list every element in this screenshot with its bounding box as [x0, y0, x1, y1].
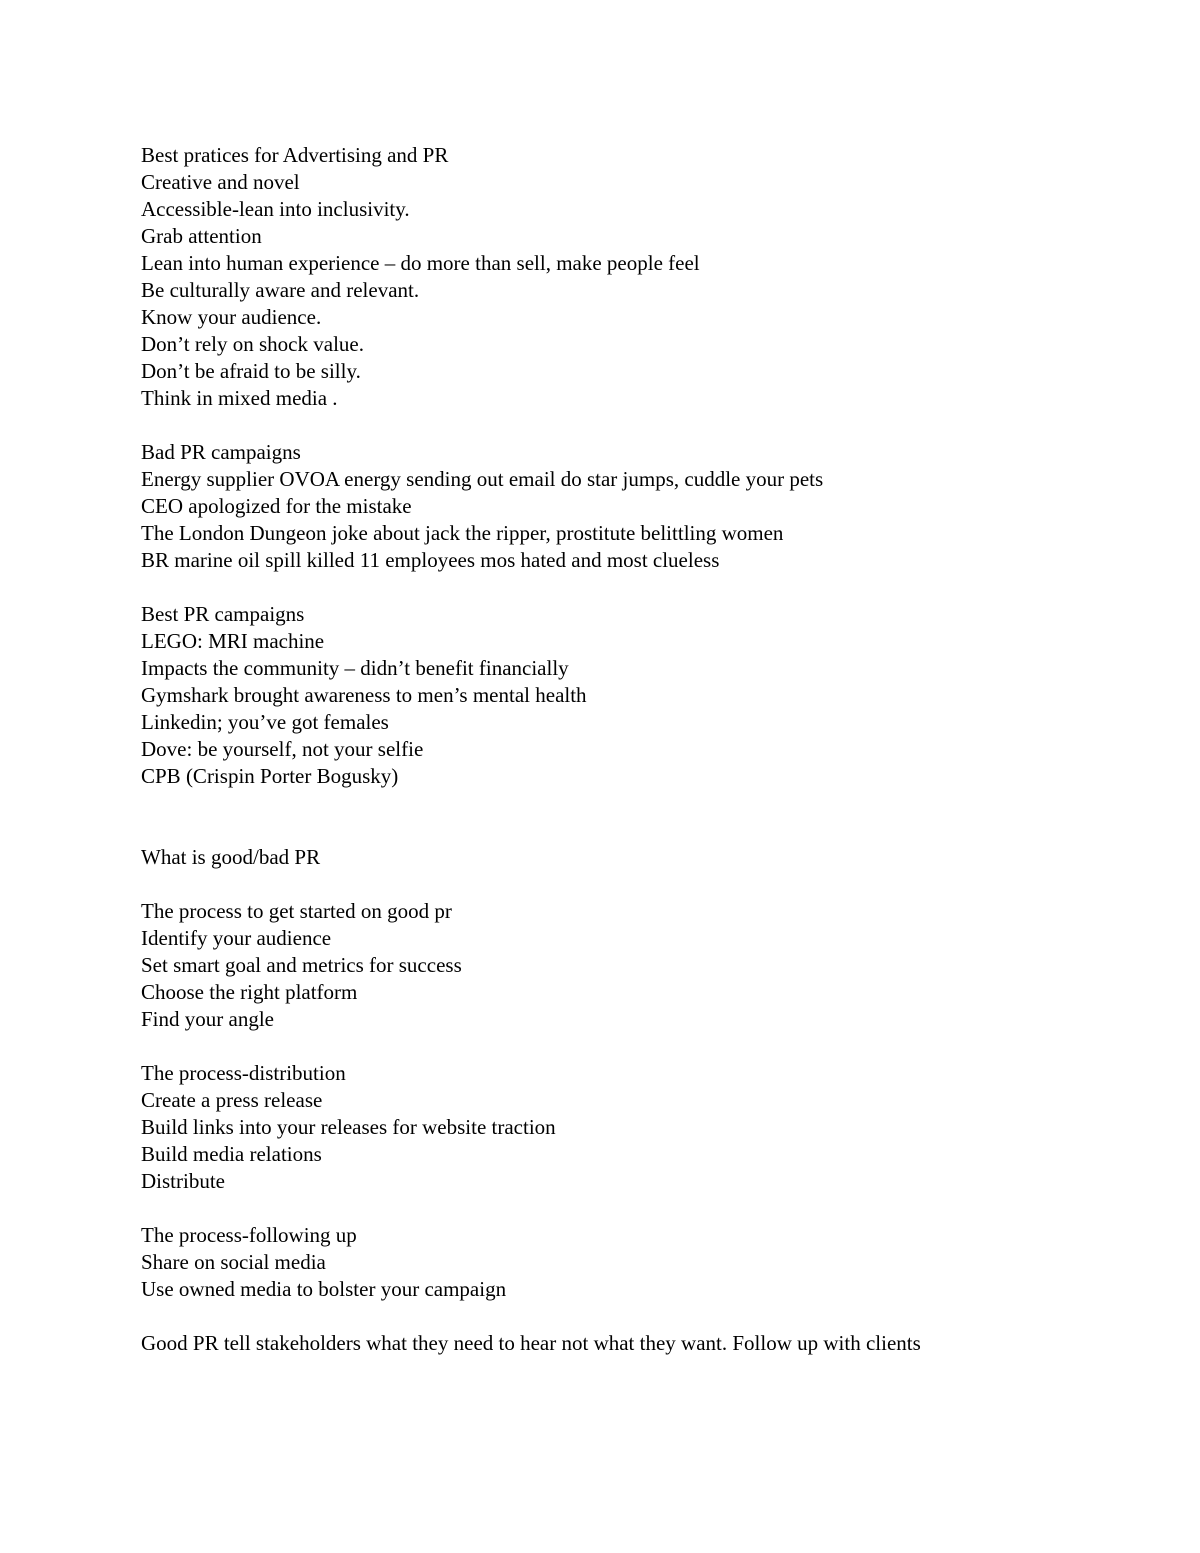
list-item: Use owned media to bolster your campaign	[141, 1277, 507, 1301]
list-item: BR marine oil spill killed 11 employees mos hated and most clueless	[141, 548, 720, 572]
section-heading: The process-following up	[141, 1223, 357, 1247]
paragraph-text: Good PR tell stakeholders what they need to hear not what they want. Follow up with clients	[141, 1331, 921, 1355]
list-item: Energy supplier OVOA energy sending out email do star jumps, cuddle your pets	[141, 467, 824, 491]
list-item: Find your angle	[141, 1007, 274, 1031]
list-item: CEO apologized for the mistake	[141, 494, 412, 518]
list-item: Think in mixed media .	[141, 386, 338, 410]
list-item: Linkedin; you’ve got females	[141, 710, 389, 734]
section-good-bad-pr	[141, 844, 1141, 871]
section-process-following-up	[141, 1222, 1141, 1303]
section-heading: The process-distribution	[141, 1061, 346, 1085]
paragraph-spacer	[141, 412, 1141, 439]
section-best-practices	[141, 142, 1141, 412]
list-item: Lean into human experience – do more than sell, make people feel	[141, 251, 700, 275]
list-item: Gymshark brought awareness to men’s mental health	[141, 683, 587, 707]
paragraph-spacer	[141, 574, 1141, 601]
section-process-distribution	[141, 1060, 1141, 1195]
list-item: Accessible-lean into inclusivity.	[141, 197, 410, 221]
list-item: Know your audience.	[141, 305, 322, 329]
list-item: Impacts the community – didn’t benefit financially	[141, 656, 569, 680]
section-closing-note	[141, 1330, 1141, 1357]
section-heading: Best pratices for Advertising and PR	[141, 143, 449, 167]
list-item: Be culturally aware and relevant.	[141, 278, 420, 302]
list-item: Identify your audience	[141, 926, 332, 950]
list-item: The London Dungeon joke about jack the ripper, prostitute belittling women	[141, 521, 784, 545]
section-process-get-started	[141, 898, 1141, 1033]
section-bad-pr-campaigns	[141, 439, 1141, 574]
list-item: CPB (Crispin Porter Bogusky)	[141, 764, 399, 788]
list-item: Set smart goal and metrics for success	[141, 953, 462, 977]
list-item: Don’t be afraid to be silly.	[141, 359, 361, 383]
document-body	[141, 142, 1141, 1357]
paragraph-spacer	[141, 1303, 1141, 1330]
section-heading: Bad PR campaigns	[141, 440, 301, 464]
section-heading: The process to get started on good pr	[141, 899, 452, 923]
list-item: Build media relations	[141, 1142, 322, 1166]
list-item: Don’t rely on shock value.	[141, 332, 364, 356]
list-item: Dove: be yourself, not your selfie	[141, 737, 424, 761]
list-item: Choose the right platform	[141, 980, 358, 1004]
paragraph-spacer	[141, 1195, 1141, 1222]
list-item: Creative and novel	[141, 170, 300, 194]
list-item: Build links into your releases for website traction	[141, 1115, 556, 1139]
section-heading: What is good/bad PR	[141, 845, 321, 869]
list-item: Grab attention	[141, 224, 262, 248]
list-item: LEGO: MRI machine	[141, 629, 325, 653]
paragraph-spacer	[141, 871, 1141, 898]
paragraph-spacer	[141, 790, 1141, 844]
paragraph-spacer	[141, 1033, 1141, 1060]
list-item: Create a press release	[141, 1088, 323, 1112]
section-heading: Best PR campaigns	[141, 602, 305, 626]
list-item: Share on social media	[141, 1250, 326, 1274]
section-best-pr-campaigns	[141, 601, 1141, 790]
list-item: Distribute	[141, 1169, 225, 1193]
